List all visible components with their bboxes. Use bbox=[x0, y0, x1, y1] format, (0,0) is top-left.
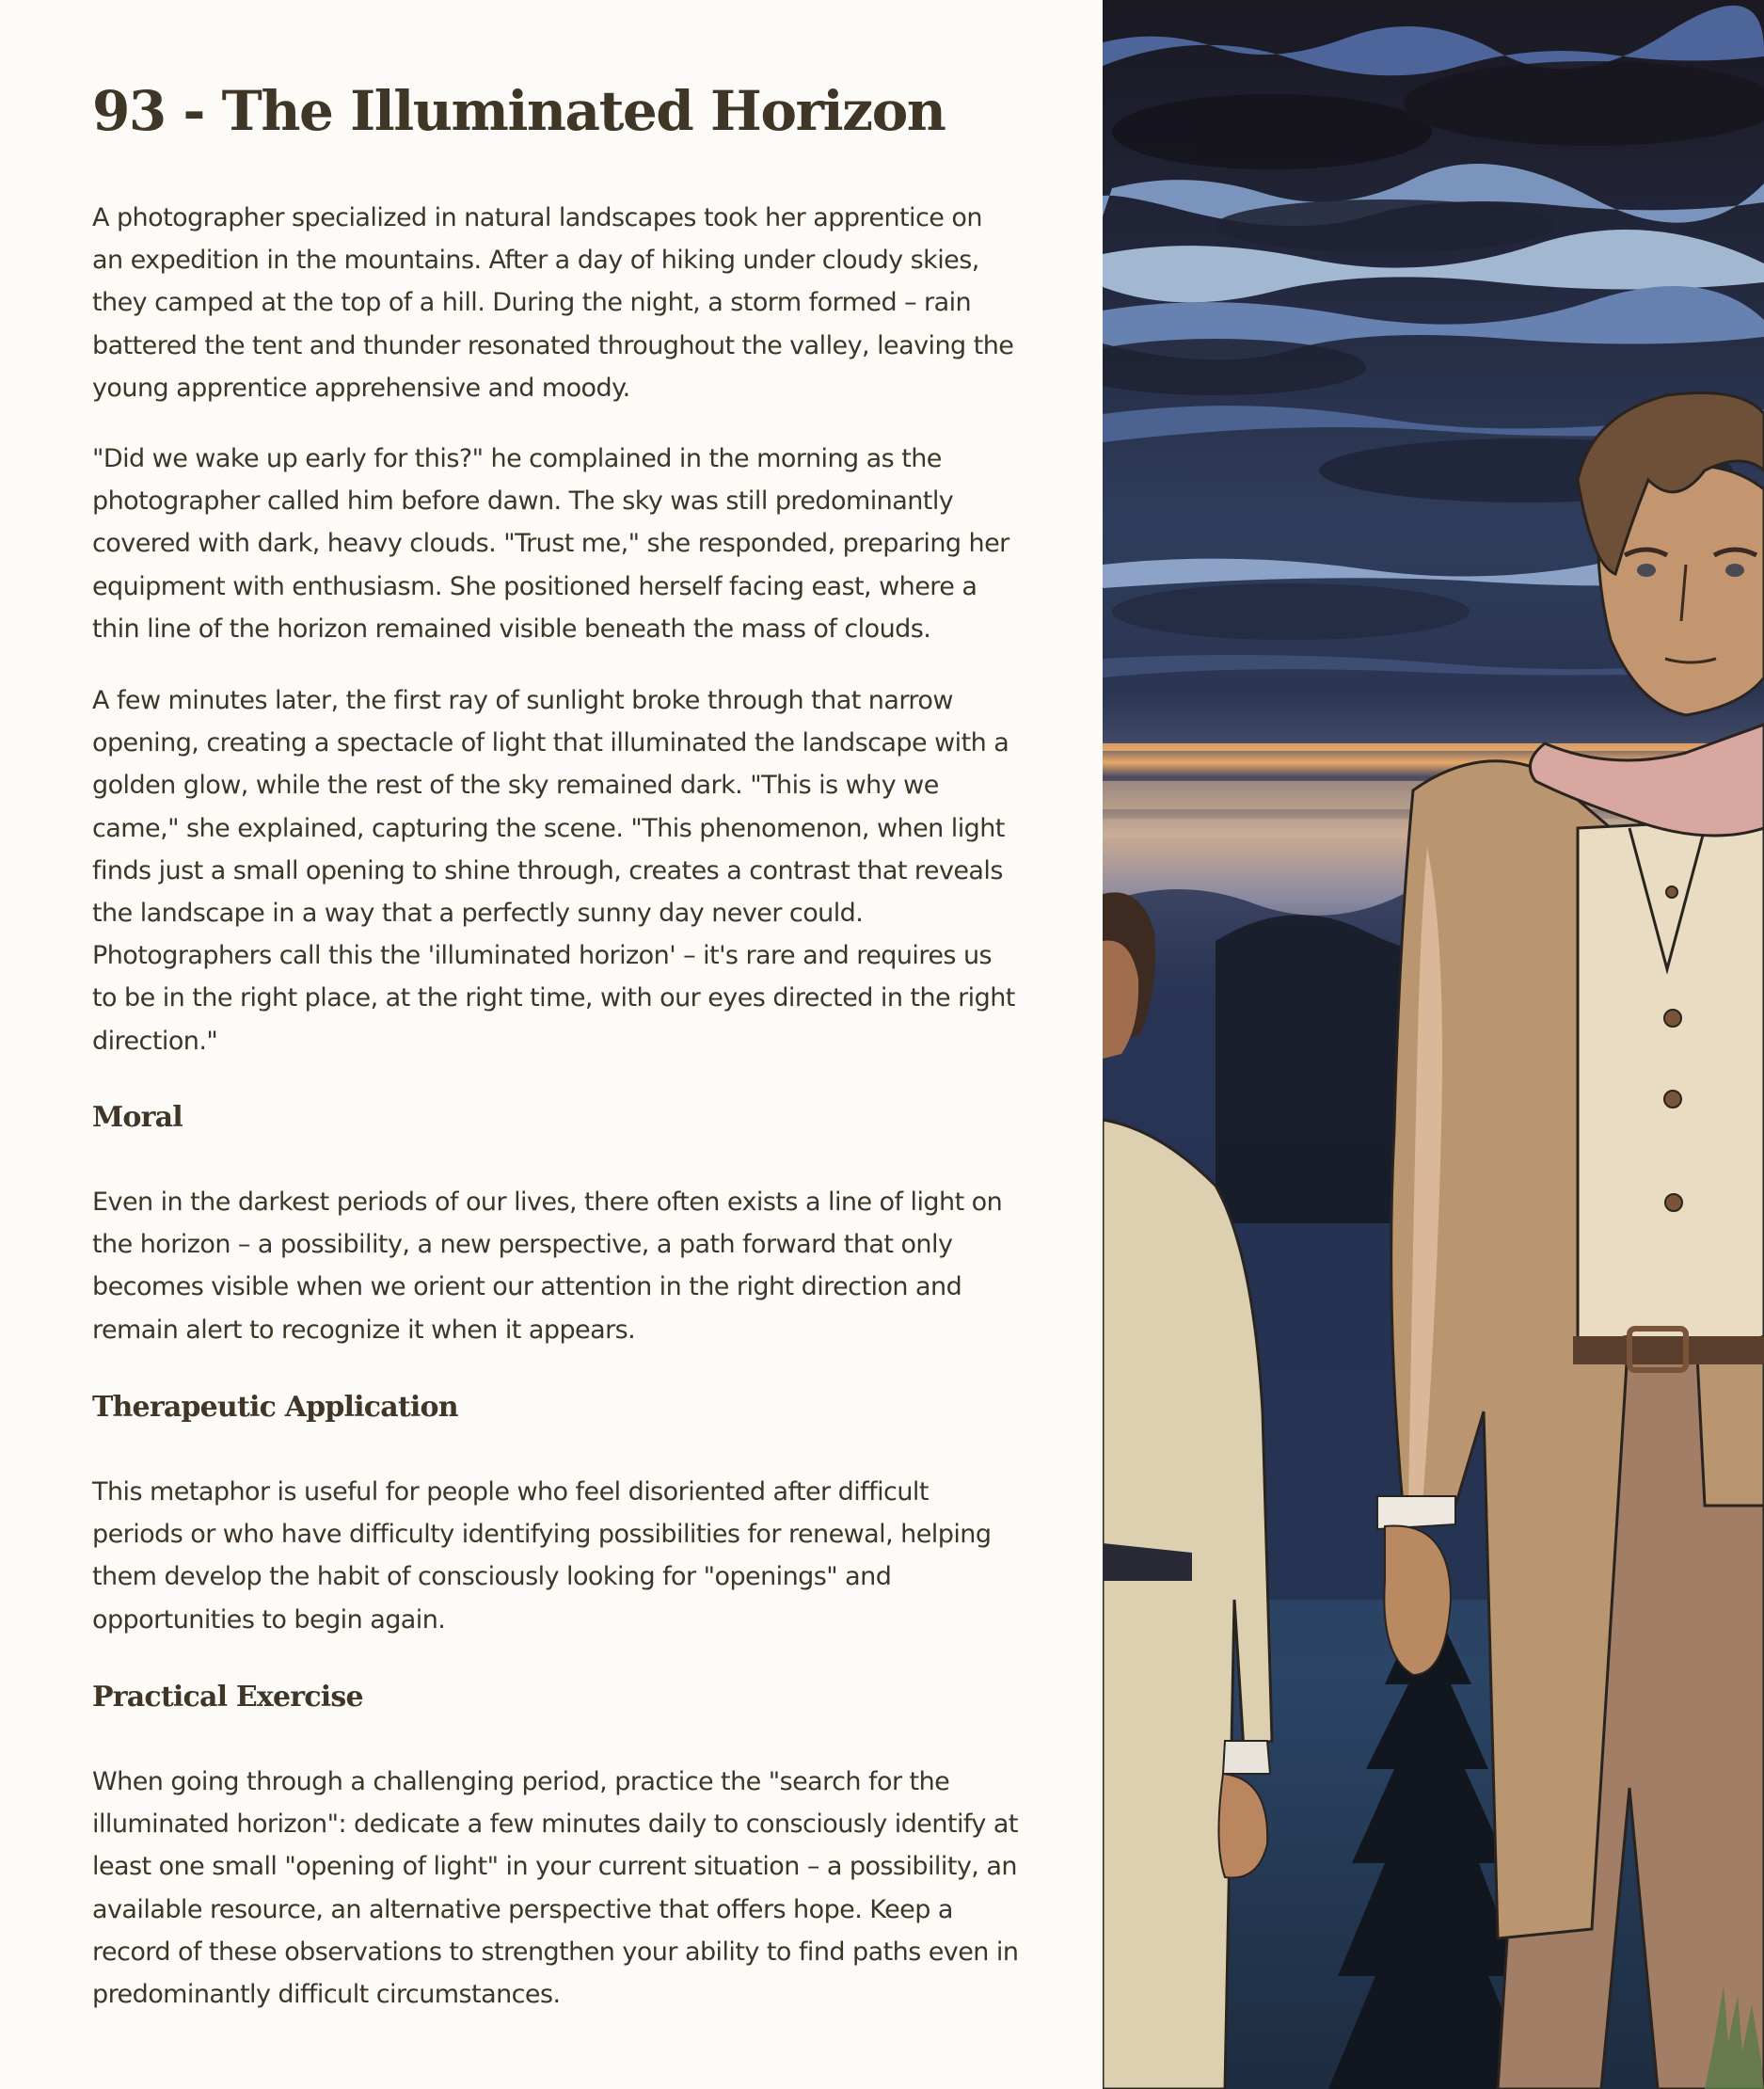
section-text-practical-exercise: When going through a challenging period, practice the "search for the illuminated horizon": dedicate a few minutes daily to consciously identify at least one small "opening of light" in your current situation – a possibility, an available resource, an alternative perspective that offers hope. Keep a record of these observations to strengthen your ability to find paths even in predominantly difficult circumstances. bbox=[92, 1767, 1019, 2010]
story-paragraph-3: A few minutes later, the first ray of sunlight broke through that narrow opening, creating a spectacle of light that illuminated the landscape with a golden glow, while the rest of the sky remained dark. "This is why we came," she explained, capturing the scene. "This phenomenon, when light finds just a small opening to shine through, creates a contrast that reveals the landscape in a way that a perfectly sunny day never could. Photographers call this the 'illuminated horizon' – it's rare and requires us to be in the right place, at the right time, with our eyes directed in the right direction." bbox=[92, 686, 1015, 1056]
section-heading-moral: Moral bbox=[92, 1101, 183, 1134]
section-text-therapeutic-application: This metaphor is useful for people who feel disoriented after difficult periods or who have difficulty identifying possibilities for renewal, helping them develop the habit of consciously looking for "openings" and opportunities to begin again. bbox=[92, 1477, 992, 1635]
illustration-image bbox=[1103, 0, 1764, 2089]
section-text-moral: Even in the darkest periods of our lives, there often exists a line of light on the horizon – a possibility, a new perspective, a path forward that only becomes visible when we orient our attention in the right direction and remain alert to recognize it when it appears. bbox=[92, 1188, 1003, 1345]
story-paragraph-1: A photographer specialized in natural landscapes took her apprentice on an expedition in the mountains. After a day of hiking under cloudy skies, they camped at the top of a hill. During the night, a storm formed – rain battered the tent and thunder resonated throughout the valley, leaving the young apprentice apprehensive and moody. bbox=[92, 203, 1014, 403]
page-title: 93 - The Illuminated Horizon bbox=[92, 79, 946, 143]
section-heading-therapeutic-application: Therapeutic Application bbox=[92, 1391, 458, 1424]
illustration-icon bbox=[1103, 0, 1764, 2089]
section-heading-practical-exercise: Practical Exercise bbox=[92, 1681, 363, 1714]
story-paragraph-2: "Did we wake up early for this?" he complained in the morning as the photographer called him before dawn. The sky was still predominantly covered with dark, heavy clouds. "Trust me," she responded, preparing her equipment with enthusiasm. She positioned herself facing east, where a thin line of the horizon remained visible beneath the mass of clouds. bbox=[92, 444, 1009, 644]
